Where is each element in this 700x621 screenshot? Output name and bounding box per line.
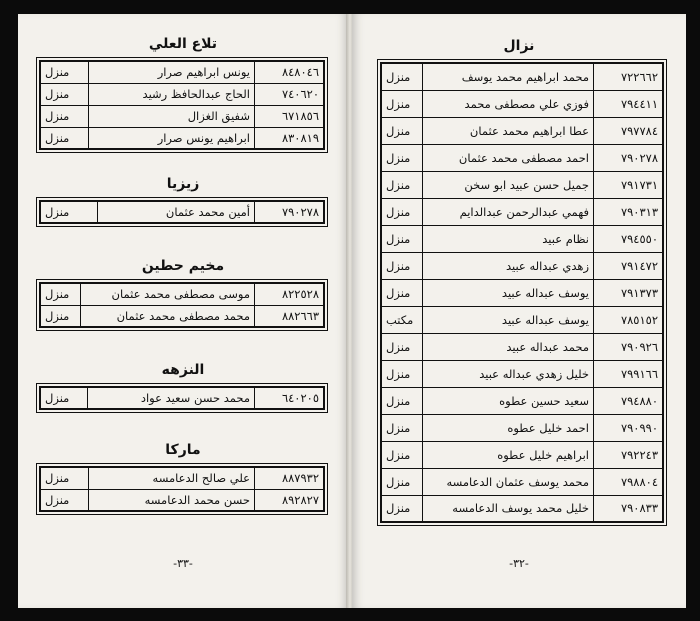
section-title-marka: ماركا — [165, 442, 201, 458]
phone-number: ٧٩٨٨٠٤ — [594, 468, 664, 495]
contact-name: ابراهيم خليل عطوه — [423, 441, 594, 468]
phone-number: ٧٩٠٢٧٨ — [255, 201, 325, 223]
contact-name: فوزي علي مصطفى محمد — [423, 90, 594, 117]
phone-number: ٧٩١٤٧٢ — [594, 252, 664, 279]
contact-name: سعيد حسين عطوه — [423, 387, 594, 414]
phone-number: ٦٧١٨٥٦ — [255, 105, 325, 127]
location-type: منزل — [40, 283, 80, 305]
table-row — [40, 201, 324, 223]
contact-name: جميل حسن عبيد ابو سخن — [423, 171, 594, 198]
phone-number: ٧٩٧٧٨٤ — [594, 117, 664, 144]
section-title-nazzal: نزال — [503, 38, 535, 54]
location-type: منزل — [381, 360, 423, 387]
location-type: منزل — [381, 279, 423, 306]
table-row — [381, 144, 663, 171]
table-row — [381, 414, 663, 441]
contact-name: يوسف عبداله عبيد — [423, 306, 594, 333]
contact-name: الحاج عبدالحافظ رشيد — [88, 83, 254, 105]
table-row — [40, 387, 324, 409]
phone-number: ٧٩٠٨٣٣ — [594, 495, 664, 522]
phone-number: ٨٨٢٦٦٣ — [255, 305, 325, 327]
table-row — [40, 83, 324, 105]
left-page — [18, 14, 348, 608]
location-type: مكتب — [381, 306, 423, 333]
page-number: -٣٣- — [173, 557, 193, 570]
phone-number: ٨٩٢٨٢٧ — [255, 489, 325, 511]
table-row — [40, 467, 324, 489]
contact-name: أمين محمد عثمان — [97, 201, 254, 223]
table-row — [381, 198, 663, 225]
table-row — [40, 61, 324, 83]
location-type: منزل — [381, 144, 423, 171]
table-row — [381, 252, 663, 279]
location-type: منزل — [40, 467, 89, 489]
location-type: منزل — [381, 117, 423, 144]
contact-name: يونس ابراهيم صرار — [88, 61, 254, 83]
directory-table-zizya — [39, 200, 325, 224]
location-type: منزل — [381, 495, 423, 522]
contact-name: محمد حسن سعيد عواد — [88, 387, 255, 409]
section-title-al-nuzha: النزهه — [161, 362, 205, 378]
contact-name: خليل محمد يوسف الدعامسه — [423, 495, 594, 522]
contact-name: محمد عبداله عبيد — [423, 333, 594, 360]
location-type: منزل — [40, 387, 88, 409]
table-row — [381, 333, 663, 360]
contact-name: فهمي عبدالرحمن عبدالدايم — [423, 198, 594, 225]
phone-number: ٧٢٢٦٦٢ — [594, 63, 664, 90]
location-type: منزل — [40, 305, 80, 327]
table-row — [381, 117, 663, 144]
location-type: منزل — [381, 468, 423, 495]
table-row — [40, 105, 324, 127]
contact-name: موسى مصطفى محمد عثمان — [80, 283, 254, 305]
location-type: منزل — [381, 387, 423, 414]
location-type: منزل — [40, 201, 97, 223]
table-row — [381, 90, 663, 117]
location-type: منزل — [381, 252, 423, 279]
contact-name: شفيق الغزال — [88, 105, 254, 127]
table-row — [381, 387, 663, 414]
table-row — [40, 283, 324, 305]
location-type: منزل — [381, 225, 423, 252]
location-type: منزل — [40, 61, 88, 83]
page-number: -٣٢- — [509, 557, 529, 570]
location-type: منزل — [381, 198, 423, 225]
phone-number: ٧٩٠٩٩٠ — [594, 414, 664, 441]
phone-number: ٧٩٤٤١١ — [594, 90, 664, 117]
location-type: منزل — [40, 489, 89, 511]
phone-number: ٧٩٤٥٥٠ — [594, 225, 664, 252]
contact-name: خليل زهدي عبداله عبيد — [423, 360, 594, 387]
table-row — [40, 489, 324, 511]
contact-name: علي صالح الدعامسه — [89, 467, 255, 489]
table-row — [381, 495, 663, 522]
contact-name: زهدي عبداله عبيد — [423, 252, 594, 279]
contact-name: نظام عبيد — [423, 225, 594, 252]
phone-number: ٨٤٨٠٤٦ — [255, 61, 325, 83]
directory-table-nazzal — [380, 62, 664, 523]
table-row — [40, 127, 324, 149]
table-row — [381, 225, 663, 252]
directory-table-al-nuzha — [39, 386, 325, 410]
table-row — [381, 441, 663, 468]
phone-number: ٨٢٢٥٢٨ — [255, 283, 325, 305]
table-row — [381, 279, 663, 306]
contact-name: احمد خليل عطوه — [423, 414, 594, 441]
right-page — [352, 14, 686, 608]
section-title-hittin-camp: مخيم حطين — [141, 258, 225, 274]
contact-name: محمد مصطفى محمد عثمان — [80, 305, 254, 327]
location-type: منزل — [381, 414, 423, 441]
phone-number: ٧٤٠٦٢٠ — [255, 83, 325, 105]
directory-table-marka — [39, 466, 325, 512]
table-row — [381, 171, 663, 198]
location-type: منزل — [40, 127, 88, 149]
table-row — [381, 306, 663, 333]
phone-number: ٨٣٠٨١٩ — [255, 127, 325, 149]
contact-name: حسن محمد الدعامسه — [89, 489, 255, 511]
phone-number: ٦٤٠٢٠٥ — [255, 387, 325, 409]
phone-number: ٧٩٠٣١٣ — [594, 198, 664, 225]
table-row — [381, 468, 663, 495]
contact-name: عطا ابراهيم محمد عثمان — [423, 117, 594, 144]
location-type: منزل — [40, 105, 88, 127]
contact-name: ابراهيم يونس صرار — [88, 127, 254, 149]
phone-number: ٧٩٠٩٢٦ — [594, 333, 664, 360]
location-type: منزل — [40, 83, 88, 105]
contact-name: محمد ابراهيم محمد يوسف — [423, 63, 594, 90]
location-type: منزل — [381, 333, 423, 360]
location-type: منزل — [381, 441, 423, 468]
phone-number: ٧٩١٣٧٣ — [594, 279, 664, 306]
table-row — [381, 360, 663, 387]
contact-name: يوسف عبداله عبيد — [423, 279, 594, 306]
phone-number: ٧٩٩١٦٦ — [594, 360, 664, 387]
phone-number: ٧٩١٧٣١ — [594, 171, 664, 198]
location-type: منزل — [381, 90, 423, 117]
table-row — [40, 305, 324, 327]
location-type: منزل — [381, 171, 423, 198]
contact-name: احمد مصطفى محمد عثمان — [423, 144, 594, 171]
phone-number: ٧٩٤٨٨٠ — [594, 387, 664, 414]
phone-number: ٧٩٢٢٤٣ — [594, 441, 664, 468]
table-row — [381, 63, 663, 90]
contact-name: محمد يوسف عثمان الدعامسه — [423, 468, 594, 495]
directory-table-tlaa-al-ali — [39, 60, 325, 150]
phone-number: ٧٨٥١٥٢ — [594, 306, 664, 333]
phone-number: ٨٨٧٩٣٢ — [255, 467, 325, 489]
directory-table-hittin-camp — [39, 282, 325, 328]
location-type: منزل — [381, 63, 423, 90]
phone-number: ٧٩٠٢٧٨ — [594, 144, 664, 171]
section-title-zizya: زيزيا — [166, 176, 200, 192]
section-title-tlaa-al-ali: تلاع العلي — [148, 36, 218, 52]
